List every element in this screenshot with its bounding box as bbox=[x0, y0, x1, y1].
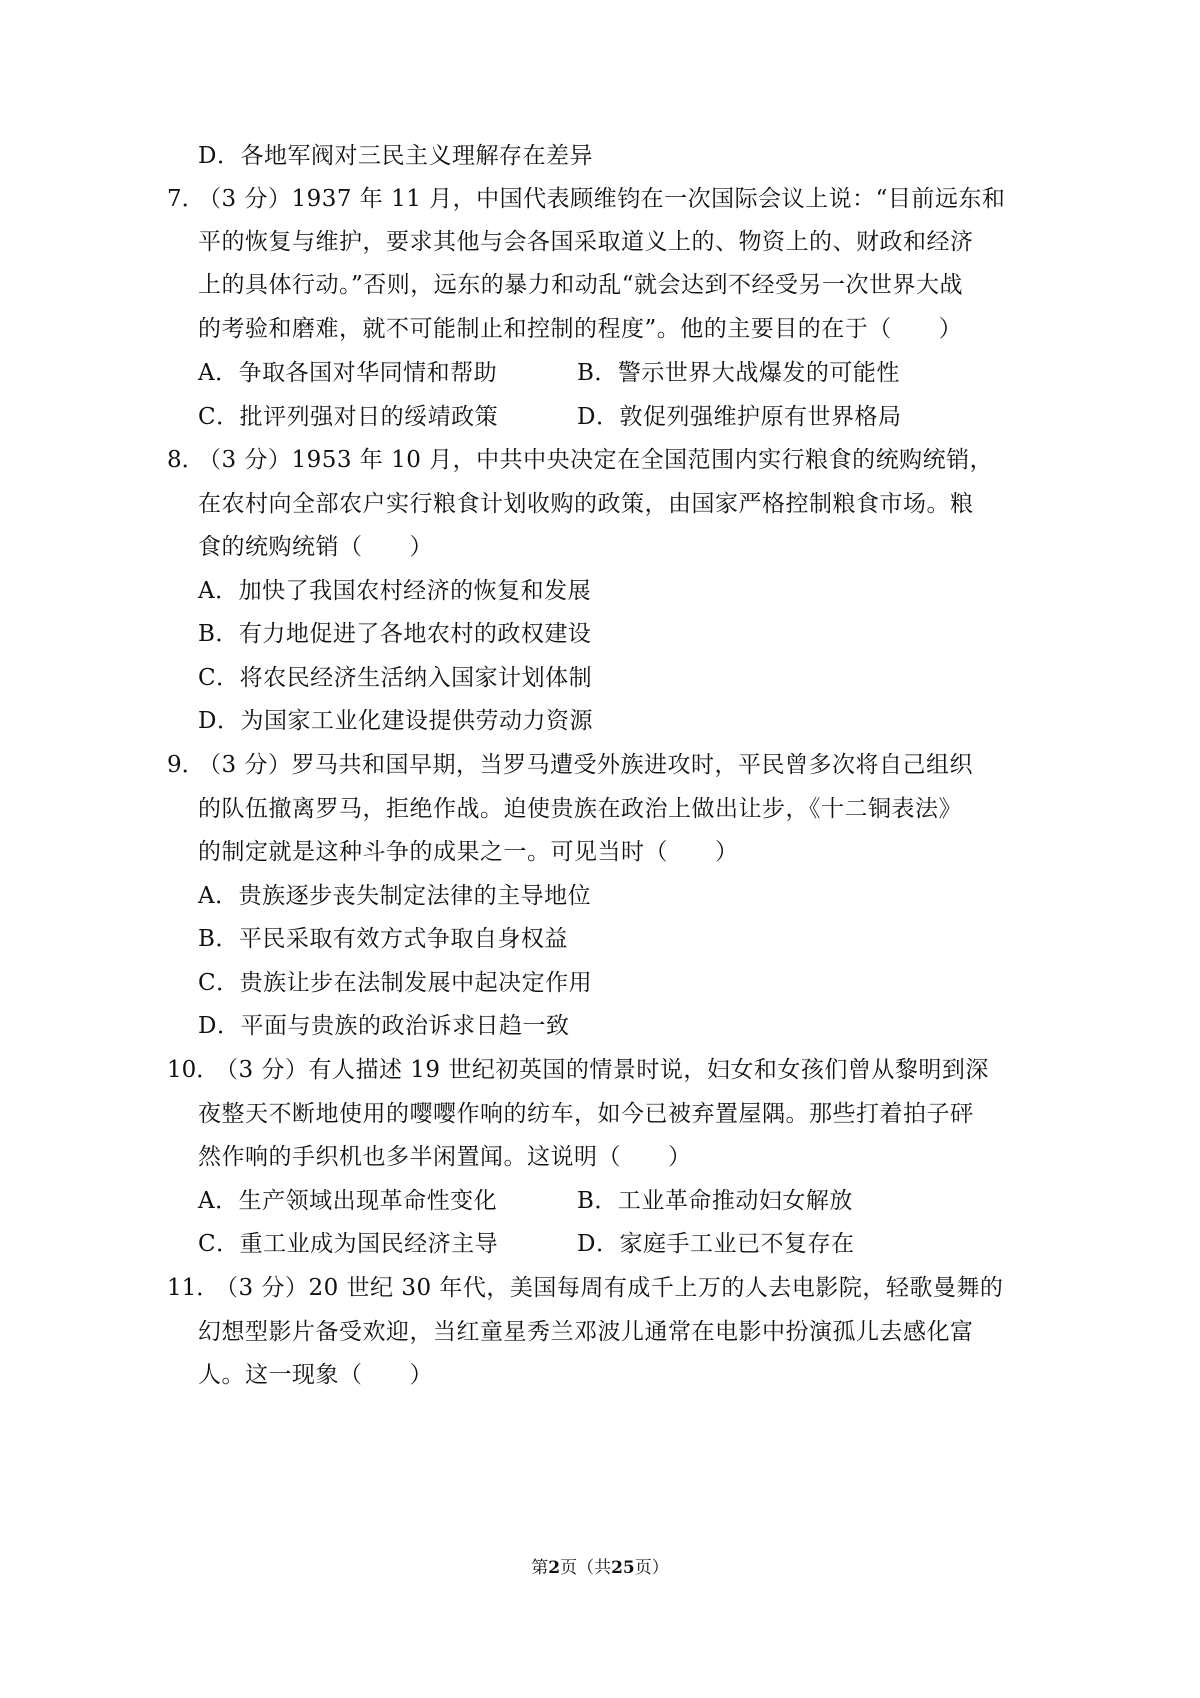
q7-number: 7． bbox=[167, 186, 205, 212]
footer-suffix: 页） bbox=[634, 1558, 669, 1578]
q11-stem-line-3: 人。这一现象（ ） bbox=[198, 1362, 433, 1388]
q8-option-d: D．为国家工业化建设提供劳动力资源 bbox=[198, 708, 593, 734]
q7-stem-line-4: 的考验和磨难，就不可能制止和控制的程度”。他的主要目的在于（ ） bbox=[198, 316, 963, 342]
q7-option-c: C．批评列强对日的绥靖政策 bbox=[198, 404, 499, 430]
q8-option-c: C．将农民经济生活纳入国家计划体制 bbox=[198, 665, 593, 691]
q8-option-a: A．加快了我国农村经济的恢复和发展 bbox=[198, 578, 592, 604]
q7-stem-line-2: 平的恢复与维护，要求其他与会各国采取道义上的、物资上的、财政和经济 bbox=[198, 229, 974, 255]
q7-option-b: B．警示世界大战爆发的可能性 bbox=[577, 360, 900, 386]
q10-stem-line-3: 然作响的手织机也多半闲置闻。这说明（ ） bbox=[198, 1144, 692, 1170]
q11-number: 11． bbox=[167, 1275, 220, 1301]
q10-option-d: D．家庭手工业已不复存在 bbox=[577, 1231, 855, 1257]
page-footer bbox=[0, 1557, 1200, 1579]
q10-option-c: C．重工业成为国民经济主导 bbox=[198, 1231, 499, 1257]
q10-stem-line-1: （3 分）有人描述 19 世纪初英国的情景时说，妇女和女孩们曾从黎明到深 bbox=[215, 1057, 989, 1083]
q10-number: 10． bbox=[167, 1057, 220, 1083]
q7-option-d: D．敦促列强维护原有世界格局 bbox=[577, 404, 902, 430]
q6-option-d: D．各地军阀对三民主义理解存在差异 bbox=[198, 143, 593, 169]
footer-prefix: 第 bbox=[531, 1558, 549, 1578]
q10-stem-line-2: 夜整天不断地使用的嘤嘤作响的纺车，如今已被弃置屋隅。那些打着拍子砰 bbox=[198, 1101, 974, 1127]
q10-option-a: A．生产领域出现革命性变化 bbox=[198, 1188, 498, 1214]
q9-option-d: D．平面与贵族的政治诉求日趋一致 bbox=[198, 1013, 570, 1039]
q8-stem-line-1: （3 分）1953 年 10 月，中共中央决定在全国范围内实行粮食的统购统销， bbox=[198, 447, 994, 473]
q9-stem-line-1: （3 分）罗马共和国早期，当罗马遭受外族进攻时，平民曾多次将自己组织 bbox=[198, 752, 973, 778]
q9-option-a: A．贵族逐步丧失制定法律的主导地位 bbox=[198, 883, 592, 909]
q9-stem-line-3: 的制定就是这种斗争的成果之一。可见当时（ ） bbox=[198, 839, 739, 865]
q8-option-b: B．有力地促进了各地农村的政权建设 bbox=[198, 621, 592, 647]
q7-option-a: A．争取各国对华同情和帮助 bbox=[198, 360, 498, 386]
q11-stem-line-2: 幻想型影片备受欢迎，当红童星秀兰邓波儿通常在电影中扮演孤儿去感化富 bbox=[198, 1319, 974, 1345]
q8-stem-line-3: 食的统购统销（ ） bbox=[198, 534, 433, 560]
footer-page-number: 2 bbox=[548, 1558, 561, 1578]
q9-option-c: C．贵族让步在法制发展中起决定作用 bbox=[198, 970, 593, 996]
q9-number: 9． bbox=[167, 752, 205, 778]
q9-stem-line-2: 的队伍撤离罗马，拒绝作战。迫使贵族在政治上做出让步，《十二铜表法》 bbox=[198, 796, 962, 822]
q8-number: 8． bbox=[167, 447, 205, 473]
q7-stem-line-3: 上的具体行动。”否则，远东的暴力和动乱“就会达到不经受另一次世界大战 bbox=[198, 272, 964, 298]
footer-total-pages: 25 bbox=[611, 1558, 635, 1578]
q9-option-b: B．平民采取有效方式争取自身权益 bbox=[198, 926, 568, 952]
q10-option-b: B．工业革命推动妇女解放 bbox=[577, 1188, 853, 1214]
q7-stem-line-1: （3 分）1937 年 11 月，中国代表顾维钧在一次国际会议上说：“目前远东和 bbox=[198, 186, 1006, 212]
q8-stem-line-2: 在农村向全部农户实行粮食计划收购的政策，由国家严格控制粮食市场。粮 bbox=[198, 491, 974, 517]
footer-middle: 页（共 bbox=[560, 1558, 612, 1578]
q11-stem-line-1: （3 分）20 世纪 30 年代，美国每周有成千上万的人去电影院，轻歌曼舞的 bbox=[215, 1275, 1004, 1301]
